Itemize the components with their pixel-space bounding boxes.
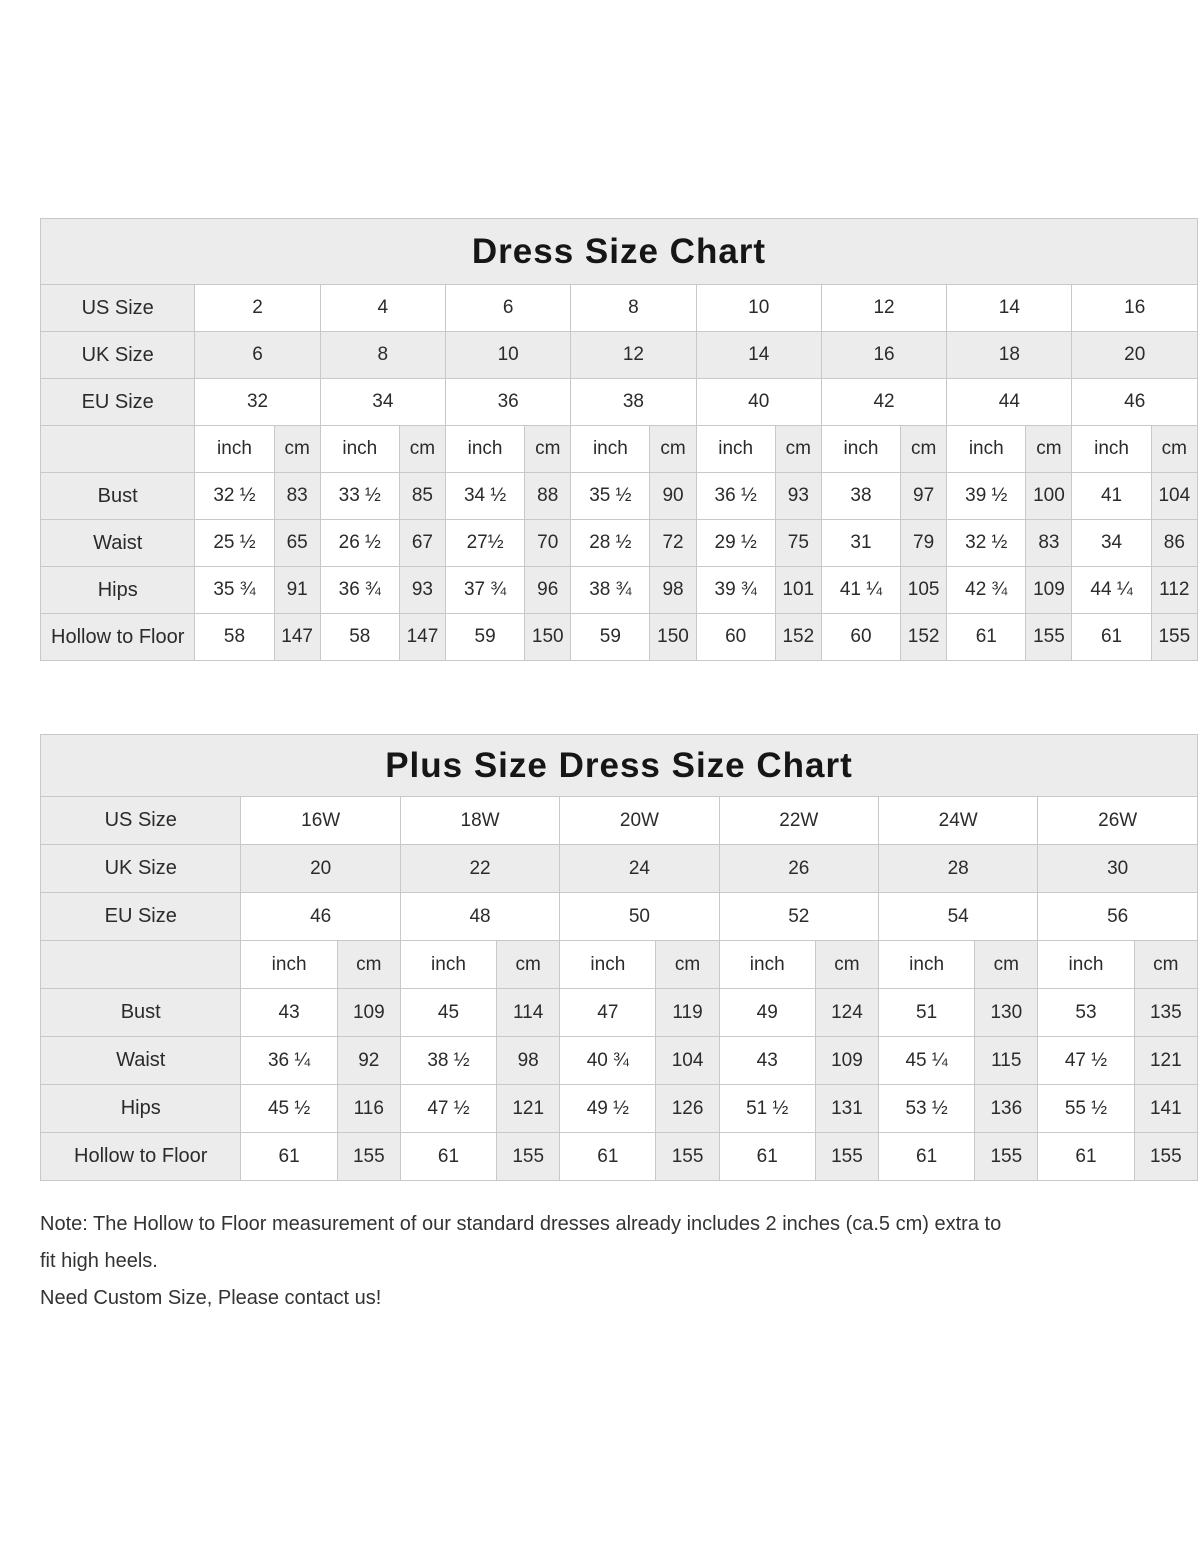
size-cell: 18 — [947, 332, 1072, 379]
size-cell: 56 — [1038, 893, 1198, 941]
measure-row — [41, 1133, 1198, 1181]
unit-inch-label: inch — [1072, 426, 1151, 473]
cm-value: 114 — [497, 989, 560, 1037]
row-label: Bust — [41, 989, 241, 1037]
cm-value: 104 — [656, 1037, 719, 1085]
inch-value: 60 — [821, 614, 900, 661]
row-label: Hollow to Floor — [41, 1133, 241, 1181]
inch-value: 29 ½ — [696, 520, 775, 567]
row-label: UK Size — [41, 845, 241, 893]
cm-value: 155 — [1026, 614, 1072, 661]
note-line: fit high heels. — [40, 1250, 158, 1272]
inch-value: 36 ¼ — [241, 1037, 337, 1085]
inch-value: 47 ½ — [1038, 1037, 1134, 1085]
inch-value: 31 — [821, 520, 900, 567]
inch-value: 60 — [696, 614, 775, 661]
unit-cm-label: cm — [525, 426, 571, 473]
size-cell: 16W — [241, 797, 400, 845]
inch-value: 37 ¾ — [445, 567, 524, 614]
size-row — [41, 379, 1198, 426]
unit-inch-label: inch — [320, 426, 399, 473]
measure-row — [41, 989, 1198, 1037]
table-title: Plus Size Dress Size Chart — [41, 735, 1198, 797]
inch-value: 47 — [560, 989, 656, 1037]
unit-inch-label: inch — [560, 941, 656, 989]
inch-value: 41 — [1072, 473, 1151, 520]
inch-value: 61 — [719, 1133, 815, 1181]
inch-value: 39 ¾ — [696, 567, 775, 614]
row-label: Hips — [41, 567, 195, 614]
cm-value: 155 — [497, 1133, 560, 1181]
inch-value: 25 ½ — [195, 520, 274, 567]
cm-value: 91 — [274, 567, 320, 614]
inch-value: 44 ¼ — [1072, 567, 1151, 614]
cm-value: 131 — [815, 1085, 878, 1133]
cm-value: 109 — [1026, 567, 1072, 614]
note-line: Note: The Hollow to Floor measurement of our standard dresses already includes 2 inches (ca.5 cm) extra to — [40, 1213, 1002, 1235]
measure-row — [41, 1085, 1198, 1133]
size-cell: 12 — [821, 285, 946, 332]
size-row — [41, 845, 1198, 893]
cm-value: 109 — [337, 989, 400, 1037]
inch-value: 41 ¼ — [821, 567, 900, 614]
table-title-row — [41, 219, 1198, 285]
size-cell: 40 — [696, 379, 821, 426]
table-title-row — [41, 735, 1198, 797]
inch-value: 59 — [571, 614, 650, 661]
measure-row — [41, 473, 1198, 520]
inch-value: 61 — [878, 1133, 974, 1181]
inch-value: 51 — [878, 989, 974, 1037]
size-cell: 24W — [878, 797, 1037, 845]
inch-value: 36 ½ — [696, 473, 775, 520]
size-cell: 16 — [1072, 285, 1198, 332]
measure-row — [41, 520, 1198, 567]
cm-value: 93 — [775, 473, 821, 520]
size-cell: 8 — [571, 285, 696, 332]
unit-inch-label: inch — [241, 941, 337, 989]
cm-value: 83 — [1026, 520, 1072, 567]
unit-inch-label: inch — [445, 426, 524, 473]
size-cell: 14 — [696, 332, 821, 379]
unit-cm-label: cm — [650, 426, 696, 473]
cm-value: 65 — [274, 520, 320, 567]
unit-cm-label: cm — [815, 941, 878, 989]
cm-value: 147 — [274, 614, 320, 661]
size-cell: 54 — [878, 893, 1037, 941]
inch-value: 61 — [400, 1133, 496, 1181]
unit-inch-label: inch — [400, 941, 496, 989]
cm-value: 97 — [901, 473, 947, 520]
inch-value: 33 ½ — [320, 473, 399, 520]
standard-size-table — [40, 218, 1198, 661]
unit-inch-label: inch — [195, 426, 274, 473]
size-cell: 48 — [400, 893, 559, 941]
cm-value: 135 — [1134, 989, 1197, 1037]
cm-value: 126 — [656, 1085, 719, 1133]
row-label — [41, 941, 241, 989]
inch-value: 59 — [445, 614, 524, 661]
unit-cm-label: cm — [775, 426, 821, 473]
cm-value: 141 — [1134, 1085, 1197, 1133]
cm-value: 67 — [399, 520, 445, 567]
row-label: Hollow to Floor — [41, 614, 195, 661]
size-cell: 52 — [719, 893, 878, 941]
cm-value: 83 — [274, 473, 320, 520]
size-cell: 6 — [195, 332, 320, 379]
cm-value: 155 — [1134, 1133, 1197, 1181]
unit-cm-label: cm — [975, 941, 1038, 989]
size-cell: 36 — [445, 379, 570, 426]
cm-value: 136 — [975, 1085, 1038, 1133]
cm-value: 98 — [497, 1037, 560, 1085]
cm-value: 152 — [775, 614, 821, 661]
row-label: Waist — [41, 520, 195, 567]
inch-value: 61 — [947, 614, 1026, 661]
unit-inch-label: inch — [696, 426, 775, 473]
inch-value: 32 ½ — [195, 473, 274, 520]
inch-value: 58 — [320, 614, 399, 661]
inch-value: 26 ½ — [320, 520, 399, 567]
size-cell: 10 — [445, 332, 570, 379]
cm-value: 90 — [650, 473, 696, 520]
cm-value: 121 — [1134, 1037, 1197, 1085]
note — [40, 1206, 1198, 1317]
row-label: Waist — [41, 1037, 241, 1085]
inch-value: 61 — [1038, 1133, 1134, 1181]
inch-value: 53 — [1038, 989, 1134, 1037]
size-cell: 26 — [719, 845, 878, 893]
unit-inch-label: inch — [878, 941, 974, 989]
cm-value: 152 — [901, 614, 947, 661]
cm-value: 75 — [775, 520, 821, 567]
inch-value: 47 ½ — [400, 1085, 496, 1133]
size-cell: 22W — [719, 797, 878, 845]
row-label: Bust — [41, 473, 195, 520]
inch-value: 61 — [560, 1133, 656, 1181]
cm-value: 88 — [525, 473, 571, 520]
note-line: Need Custom Size, Please contact us! — [40, 1287, 382, 1309]
inch-value: 38 ¾ — [571, 567, 650, 614]
unit-row — [41, 941, 1198, 989]
cm-value: 119 — [656, 989, 719, 1037]
inch-value: 45 — [400, 989, 496, 1037]
inch-value: 32 ½ — [947, 520, 1026, 567]
cm-value: 155 — [975, 1133, 1038, 1181]
size-cell: 20W — [560, 797, 719, 845]
row-label: Hips — [41, 1085, 241, 1133]
size-cell: 22 — [400, 845, 559, 893]
cm-value: 124 — [815, 989, 878, 1037]
cm-value: 147 — [399, 614, 445, 661]
size-cell: 16 — [821, 332, 946, 379]
unit-cm-label: cm — [656, 941, 719, 989]
cm-value: 116 — [337, 1085, 400, 1133]
size-cell: 46 — [1072, 379, 1198, 426]
size-cell: 10 — [696, 285, 821, 332]
inch-value: 28 ½ — [571, 520, 650, 567]
unit-cm-label: cm — [1134, 941, 1197, 989]
cm-value: 85 — [399, 473, 445, 520]
size-cell: 20 — [1072, 332, 1198, 379]
unit-row — [41, 426, 1198, 473]
inch-value: 42 ¾ — [947, 567, 1026, 614]
size-cell: 20 — [241, 845, 400, 893]
plus-size-table — [40, 734, 1198, 1181]
unit-inch-label: inch — [821, 426, 900, 473]
cm-value: 100 — [1026, 473, 1072, 520]
size-cell: 12 — [571, 332, 696, 379]
row-label: UK Size — [41, 332, 195, 379]
size-cell: 8 — [320, 332, 445, 379]
cm-value: 155 — [656, 1133, 719, 1181]
row-label: US Size — [41, 797, 241, 845]
cm-value: 101 — [775, 567, 821, 614]
cm-value: 115 — [975, 1037, 1038, 1085]
cm-value: 112 — [1151, 567, 1197, 614]
size-cell: 38 — [571, 379, 696, 426]
inch-value: 53 ½ — [878, 1085, 974, 1133]
size-cell: 42 — [821, 379, 946, 426]
cm-value: 150 — [525, 614, 571, 661]
unit-inch-label: inch — [947, 426, 1026, 473]
cm-value: 79 — [901, 520, 947, 567]
cm-value: 150 — [650, 614, 696, 661]
cm-value: 155 — [1151, 614, 1197, 661]
unit-inch-label: inch — [719, 941, 815, 989]
inch-value: 34 ½ — [445, 473, 524, 520]
inch-value: 35 ½ — [571, 473, 650, 520]
size-cell: 32 — [195, 379, 320, 426]
size-cell: 46 — [241, 893, 400, 941]
inch-value: 36 ¾ — [320, 567, 399, 614]
size-cell: 50 — [560, 893, 719, 941]
size-row — [41, 332, 1198, 379]
size-cell: 24 — [560, 845, 719, 893]
cm-value: 98 — [650, 567, 696, 614]
size-row — [41, 285, 1198, 332]
unit-cm-label: cm — [337, 941, 400, 989]
cm-value: 96 — [525, 567, 571, 614]
cm-value: 121 — [497, 1085, 560, 1133]
unit-cm-label: cm — [901, 426, 947, 473]
inch-value: 45 ½ — [241, 1085, 337, 1133]
size-cell: 14 — [947, 285, 1072, 332]
size-chart-page — [40, 0, 1198, 1317]
unit-cm-label: cm — [1151, 426, 1197, 473]
cm-value: 72 — [650, 520, 696, 567]
table-title: Dress Size Chart — [41, 219, 1198, 285]
size-cell: 4 — [320, 285, 445, 332]
cm-value: 104 — [1151, 473, 1197, 520]
inch-value: 27½ — [445, 520, 524, 567]
inch-value: 55 ½ — [1038, 1085, 1134, 1133]
inch-value: 35 ¾ — [195, 567, 274, 614]
row-label — [41, 426, 195, 473]
inch-value: 40 ¾ — [560, 1037, 656, 1085]
cm-value: 109 — [815, 1037, 878, 1085]
size-cell: 30 — [1038, 845, 1198, 893]
inch-value: 51 ½ — [719, 1085, 815, 1133]
cm-value: 70 — [525, 520, 571, 567]
cm-value: 86 — [1151, 520, 1197, 567]
inch-value: 61 — [241, 1133, 337, 1181]
measure-row — [41, 1037, 1198, 1085]
cm-value: 155 — [337, 1133, 400, 1181]
unit-cm-label: cm — [399, 426, 445, 473]
size-cell: 26W — [1038, 797, 1198, 845]
cm-value: 93 — [399, 567, 445, 614]
measure-row — [41, 614, 1198, 661]
size-cell: 18W — [400, 797, 559, 845]
row-label: US Size — [41, 285, 195, 332]
inch-value: 43 — [241, 989, 337, 1037]
unit-cm-label: cm — [497, 941, 560, 989]
cm-value: 130 — [975, 989, 1038, 1037]
cm-value: 92 — [337, 1037, 400, 1085]
inch-value: 43 — [719, 1037, 815, 1085]
measure-row — [41, 567, 1198, 614]
size-row — [41, 797, 1198, 845]
unit-inch-label: inch — [1038, 941, 1134, 989]
size-row — [41, 893, 1198, 941]
inch-value: 38 ½ — [400, 1037, 496, 1085]
inch-value: 39 ½ — [947, 473, 1026, 520]
row-label: EU Size — [41, 893, 241, 941]
inch-value: 45 ¼ — [878, 1037, 974, 1085]
inch-value: 49 — [719, 989, 815, 1037]
inch-value: 38 — [821, 473, 900, 520]
cm-value: 155 — [815, 1133, 878, 1181]
cm-value: 105 — [901, 567, 947, 614]
size-cell: 44 — [947, 379, 1072, 426]
unit-cm-label: cm — [1026, 426, 1072, 473]
unit-cm-label: cm — [274, 426, 320, 473]
row-label: EU Size — [41, 379, 195, 426]
size-cell: 6 — [445, 285, 570, 332]
size-cell: 34 — [320, 379, 445, 426]
inch-value: 49 ½ — [560, 1085, 656, 1133]
size-cell: 2 — [195, 285, 320, 332]
unit-inch-label: inch — [571, 426, 650, 473]
inch-value: 34 — [1072, 520, 1151, 567]
inch-value: 61 — [1072, 614, 1151, 661]
size-cell: 28 — [878, 845, 1037, 893]
inch-value: 58 — [195, 614, 274, 661]
